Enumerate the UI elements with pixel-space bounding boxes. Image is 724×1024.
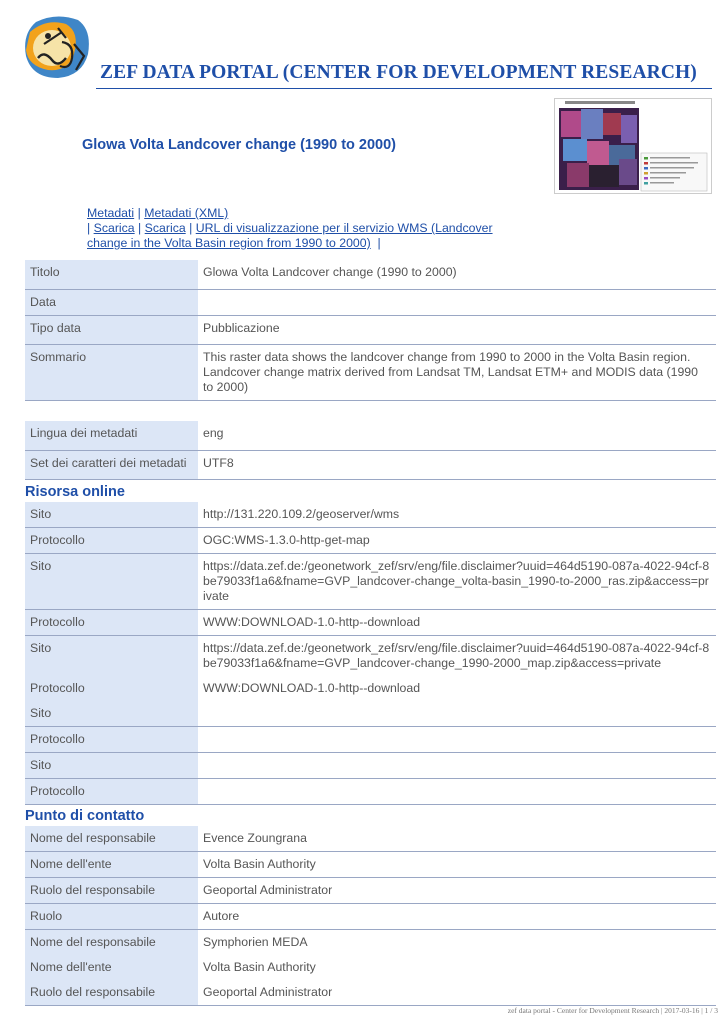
row-value: https://data.zef.de:/geonetwork_zef/srv/eng/file.disclaimer?uuid=464d5190-087a-4022-94cf-8be79033f1a6&fname=GVP_landcover-change_volta-basin_1990-to-2000_ras.zip&access=private (198, 554, 716, 610)
row-key: Nome dell'ente (25, 955, 198, 980)
row-value: Symphorien MEDA (203, 935, 308, 949)
online-resource-table (25, 502, 716, 805)
row-value: This raster data shows the landcover change from 1990 to 2000 in the Volta Basin region. Landcover change matrix derived from Landsat TM, Landsat ETM+ and MODIS data (1990 to 2000) (198, 344, 716, 400)
row-value: WWW:DOWNLOAD-1.0-http--download (203, 681, 421, 695)
resource-links: Metadati | Metadati (XML) | Scarica | Scarica | URL di visualizzazione per il servizio WMS (Landcover change in the Volta Basin region from 1990 to 2000) | (87, 206, 493, 250)
table-row (25, 610, 716, 636)
row-key: Set dei caratteri dei metadati (25, 450, 198, 479)
table-row (25, 753, 716, 779)
row-key: Nome del responsabile (25, 930, 198, 956)
row-key: Ruolo del responsabile (25, 980, 198, 1006)
row-key: Tipo data (25, 315, 198, 344)
row-value: UTF8 (198, 450, 716, 479)
table-row (25, 676, 716, 701)
table-row (25, 554, 716, 610)
table-row (25, 450, 716, 479)
metadata-xml-link[interactable]: Metadati (XML) (144, 206, 229, 220)
row-value: Geoportal Administrator (198, 878, 716, 904)
wms-url-link[interactable]: URL di visualizzazione per il servizio WMS (Landcover change in the Volta Basin region from 1990 to 2000) (87, 221, 493, 250)
zef-logo (22, 14, 94, 82)
row-value (198, 779, 716, 805)
table-row (25, 421, 716, 450)
row-key: Titolo (25, 260, 198, 289)
row-value: Evence Zoungrana (198, 826, 716, 852)
table-row (25, 289, 716, 315)
table-row (25, 826, 716, 852)
table-row (25, 955, 716, 980)
metadata-link[interactable]: Metadati (87, 206, 135, 220)
row-value: Autore (198, 904, 716, 930)
document-title: Glowa Volta Landcover change (1990 to 2000) (82, 137, 397, 153)
table-row (25, 344, 716, 400)
contact-table (25, 826, 716, 1006)
table-row (25, 878, 716, 904)
row-key: Nome dell'ente (25, 852, 198, 878)
row-value: eng (198, 421, 716, 450)
row-value: http://131.220.109.2/geoserver/wms (198, 502, 716, 528)
row-value: Pubblicazione (198, 315, 716, 344)
table-row (25, 315, 716, 344)
download-link-1[interactable]: Scarica (93, 221, 135, 235)
table-row (25, 502, 716, 528)
row-value: https://data.zef.de:/geonetwork_zef/srv/eng/file.disclaimer?uuid=464d5190-087a-4022-94cf-8be79033f1a6&fname=GVP_landcover-change_1990-2000_map.zip&access=private (203, 641, 710, 670)
row-value: OGC:WMS-1.3.0-http-get-map (198, 528, 716, 554)
row-key: Data (25, 289, 198, 315)
row-key: Ruolo del responsabile (25, 878, 198, 904)
header-divider (96, 88, 712, 89)
table-row (25, 260, 716, 289)
page-footer: zef data portal - Center for Development Research | 2017-03-16 | 1 / 3 (507, 1006, 718, 1015)
map-thumbnail (554, 98, 712, 194)
row-key: Sito (25, 502, 198, 528)
row-key: Protocollo (25, 727, 198, 753)
row-key: Sito (25, 701, 198, 727)
row-value: Glowa Volta Landcover change (1990 to 2000) (198, 260, 716, 289)
table-row (25, 701, 716, 727)
row-value: Volta Basin Authority (203, 960, 316, 974)
row-key: Protocollo (25, 676, 198, 701)
row-key: Sito (25, 554, 198, 610)
table-row (25, 930, 716, 956)
row-key: Sito (25, 636, 198, 677)
row-value (198, 727, 716, 753)
table-row (25, 727, 716, 753)
table-row (25, 904, 716, 930)
row-value: WWW:DOWNLOAD-1.0-http--download (198, 610, 716, 636)
contact-heading: Punto di contatto (25, 808, 145, 824)
row-key: Protocollo (25, 610, 198, 636)
row-key: Nome del responsabile (25, 826, 198, 852)
metadata-language-table (25, 421, 716, 480)
row-key: Sommario (25, 344, 198, 400)
table-row (25, 852, 716, 878)
table-row (25, 980, 716, 1006)
table-row (25, 528, 716, 554)
row-key: Protocollo (25, 528, 198, 554)
row-key: Protocollo (25, 779, 198, 805)
table-row (25, 779, 716, 805)
row-key: Sito (25, 753, 198, 779)
row-value: Geoportal Administrator (198, 980, 716, 1006)
row-value: Volta Basin Authority (198, 852, 716, 878)
row-value (198, 289, 716, 315)
info-table (25, 260, 716, 401)
row-key: Ruolo (25, 904, 198, 930)
row-key: Lingua dei metadati (25, 421, 198, 450)
table-row (25, 636, 716, 677)
row-value (198, 701, 716, 727)
row-value (198, 753, 716, 779)
portal-title: ZEF DATA PORTAL (CENTER FOR DEVELOPMENT RESEARCH) (100, 62, 697, 83)
online-resource-heading: Risorsa online (25, 484, 125, 500)
download-link-2[interactable]: Scarica (144, 221, 186, 235)
